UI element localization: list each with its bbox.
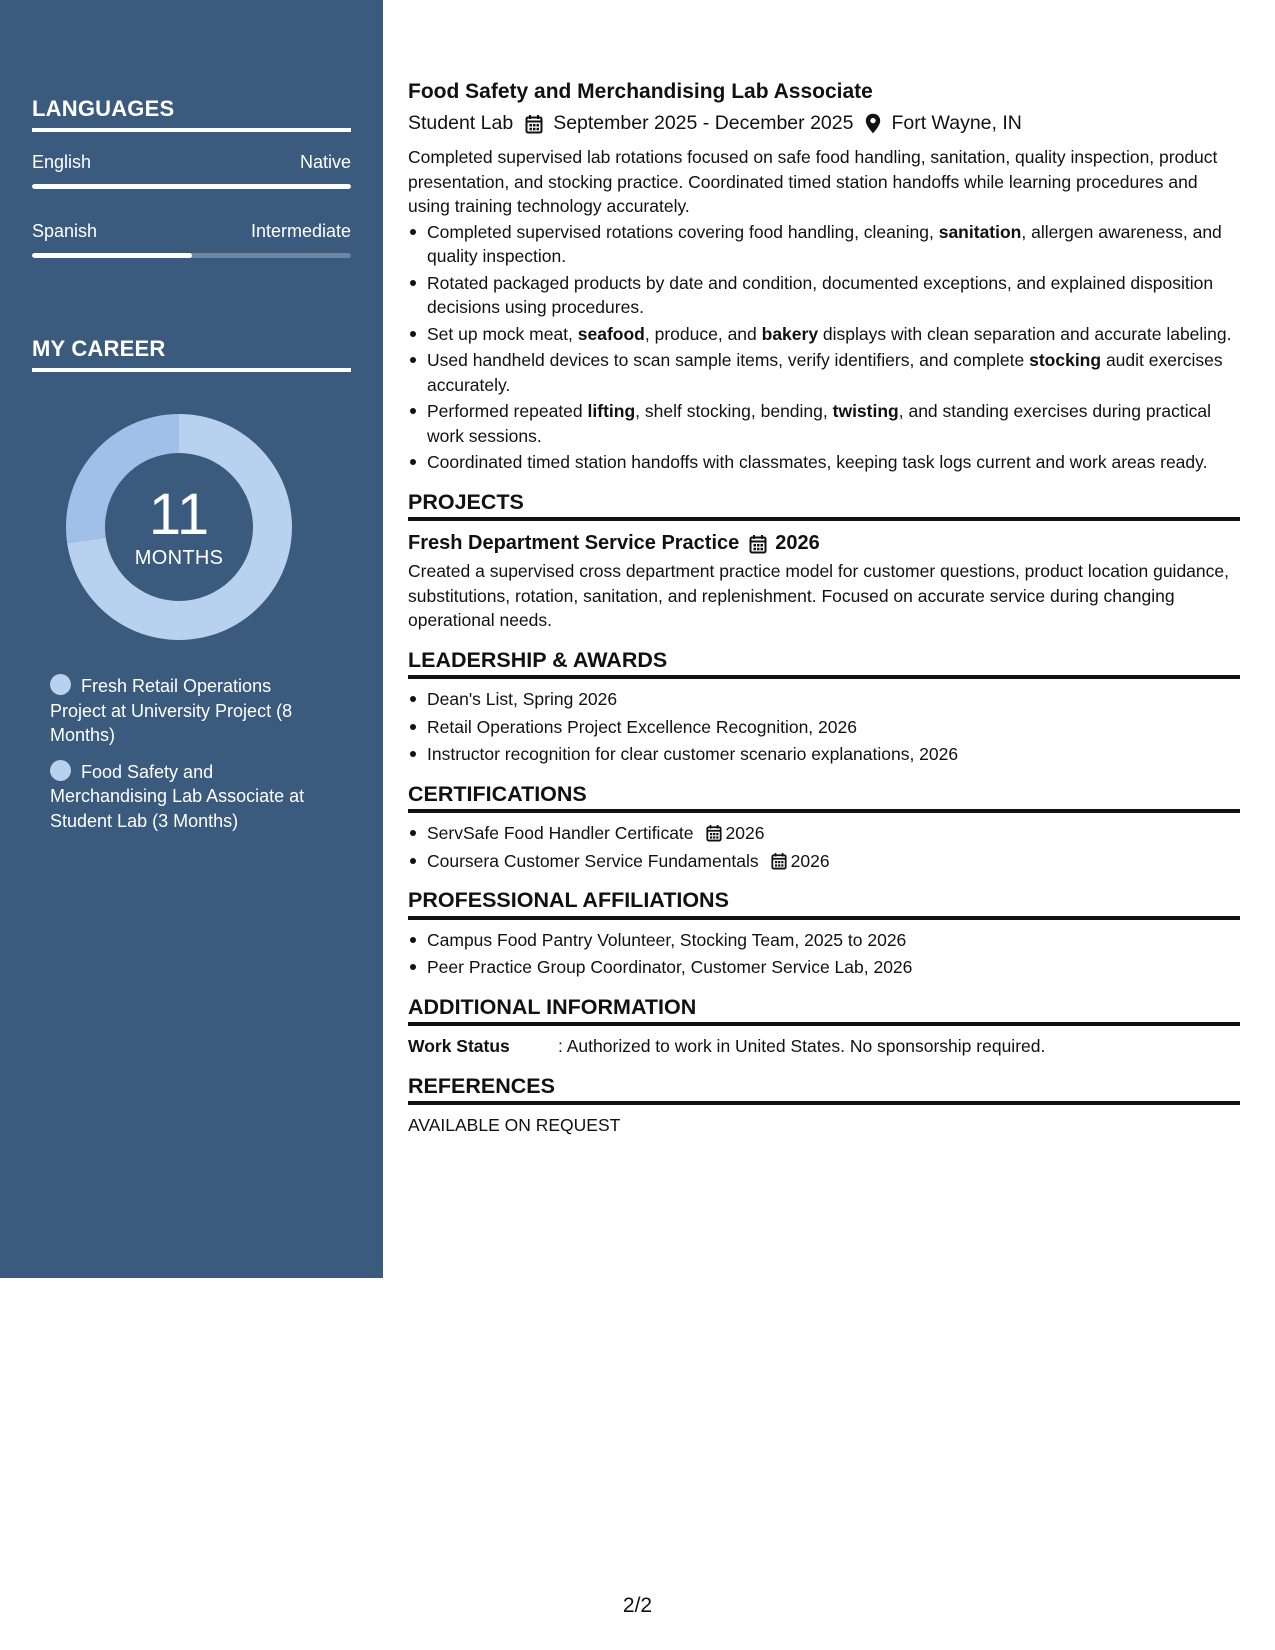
- section-heading-certifications: CERTIFICATIONS: [408, 782, 1240, 814]
- job-description: Completed supervised lab rotations focused on safe food handling, sanitation, quality inspection, product presentation, and stocking practice. Coordinated timed station handoffs while learning procedures and using training technology accurately.: [408, 147, 1218, 216]
- job-title: Food Safety and Merchandising Lab Associate: [408, 80, 873, 103]
- section-heading-additional: ADDITIONAL INFORMATION: [408, 995, 1240, 1027]
- location-pin-icon: [865, 109, 891, 137]
- section-heading-awards: LEADERSHIP & AWARDS: [408, 648, 1240, 680]
- language-row-spanish: [32, 221, 351, 242]
- job-bullet: Performed repeated lifting, shelf stocking, bending, twisting, and standing exercises during practical work sessions.: [408, 399, 1240, 448]
- language-level: Intermediate: [250, 221, 351, 241]
- certifications-list: [408, 821, 1240, 873]
- career-legend-item: [50, 760, 330, 834]
- job-bullet: Coordinated timed station handoffs with classmates, keeping task logs current and work areas ready.: [408, 450, 1240, 475]
- languages-heading: LANGUAGES: [32, 96, 351, 132]
- career-donut-chart: [66, 414, 292, 640]
- job-bullet: Used handheld devices to scan sample items, verify identifiers, and complete stocking audit exercises accurately.: [408, 348, 1240, 397]
- language-bar-spanish: [32, 253, 351, 258]
- career-total-months: 11: [148, 481, 210, 547]
- job-bullet: Set up mock meat, seafood, produce, and bakery displays with clean separation and accurate labeling.: [408, 322, 1240, 347]
- certification-date: 2026: [725, 823, 765, 843]
- sidebar: [0, 0, 383, 1278]
- language-row-english: [32, 152, 351, 173]
- certification-date: 2026: [790, 850, 830, 871]
- company-name: Student Lab: [408, 112, 514, 134]
- affiliation-item: Peer Practice Group Coordinator, Customer Service Lab, 2026: [408, 955, 1240, 980]
- project-title: Fresh Department Service Practice: [408, 532, 740, 554]
- page-number: 2/2: [622, 1594, 653, 1617]
- award-item: Dean's List, Spring 2026: [408, 687, 1240, 712]
- work-status-value: : Authorized to work in United States. No sponsorship required.: [558, 1036, 1046, 1056]
- experience-entry: [408, 78, 1240, 475]
- career-legend-item: [50, 674, 330, 748]
- certifications-section: [408, 782, 1240, 874]
- affiliations-section: [408, 888, 1240, 980]
- projects-section: [408, 490, 1240, 633]
- calendar-icon: [749, 529, 775, 557]
- section-heading-affiliations: PROFESSIONAL AFFILIATIONS: [408, 888, 1240, 920]
- career-legend-text: Fresh Retail Operations Project at University Project (8 Months): [50, 676, 293, 745]
- language-bar-english: [32, 184, 351, 189]
- career-legend: [50, 674, 330, 845]
- legend-dot-icon: [50, 760, 71, 781]
- award-item: Retail Operations Project Excellence Recognition, 2026: [408, 715, 1240, 740]
- affiliations-list: [408, 928, 1240, 980]
- language-bar-fill: [32, 253, 192, 258]
- language-name: English: [32, 152, 92, 172]
- job-bullets: [408, 220, 1240, 475]
- legend-dot-icon: [50, 674, 71, 695]
- section-heading-projects: PROJECTS: [408, 490, 1240, 522]
- awards-section: [408, 648, 1240, 767]
- references-section: [408, 1074, 1240, 1138]
- calendar-icon: [525, 109, 553, 137]
- award-item: Instructor recognition for clear customer scenario explanations, 2026: [408, 742, 1240, 767]
- affiliation-item: Campus Food Pantry Volunteer, Stocking Team, 2025 to 2026: [408, 928, 1240, 953]
- section-heading-references: REFERENCES: [408, 1074, 1240, 1106]
- project-description: Created a supervised cross department practice model for customer questions, product location guidance, substitutions, rotation, sanitation, and replenishment. Focused on accurate service during changing operational needs.: [408, 561, 1229, 630]
- certification-name: ServSafe Food Handler Certificate: [427, 823, 694, 843]
- job-meta: [408, 109, 1240, 137]
- work-status-label: Work Status: [408, 1036, 510, 1056]
- job-location: Fort Wayne, IN: [891, 112, 1022, 134]
- language-level: Native: [299, 152, 351, 172]
- awards-list: [408, 687, 1240, 767]
- language-name: Spanish: [32, 221, 98, 241]
- language-bar-fill: [32, 184, 351, 189]
- project-date: 2026: [775, 532, 820, 554]
- main-content: [408, 78, 1240, 1138]
- certification-item: [408, 821, 1240, 846]
- references-text: AVAILABLE ON REQUEST: [408, 1115, 621, 1135]
- career-unit-label: MONTHS: [134, 546, 224, 569]
- career-heading: MY CAREER: [32, 336, 351, 372]
- job-dates: September 2025 - December 2025: [553, 112, 854, 134]
- job-bullet: Rotated packaged products by date and condition, documented exceptions, and explained disposition decisions using procedures.: [408, 271, 1240, 320]
- job-bullet: Completed supervised rotations covering food handling, cleaning, sanitation, allergen awareness, and quality inspection.: [408, 220, 1240, 269]
- calendar-icon: [771, 852, 787, 870]
- project-title-row: [408, 529, 1240, 557]
- career-donut-center: [66, 414, 292, 640]
- additional-info-section: [408, 995, 1240, 1059]
- certification-name: Coursera Customer Service Fundamentals: [427, 850, 759, 871]
- calendar-icon: [706, 824, 722, 842]
- work-status-row: [408, 1034, 1240, 1059]
- certification-item: [408, 849, 1240, 874]
- career-legend-text: Food Safety and Merchandising Lab Associate at Student Lab (3 Months): [50, 761, 305, 831]
